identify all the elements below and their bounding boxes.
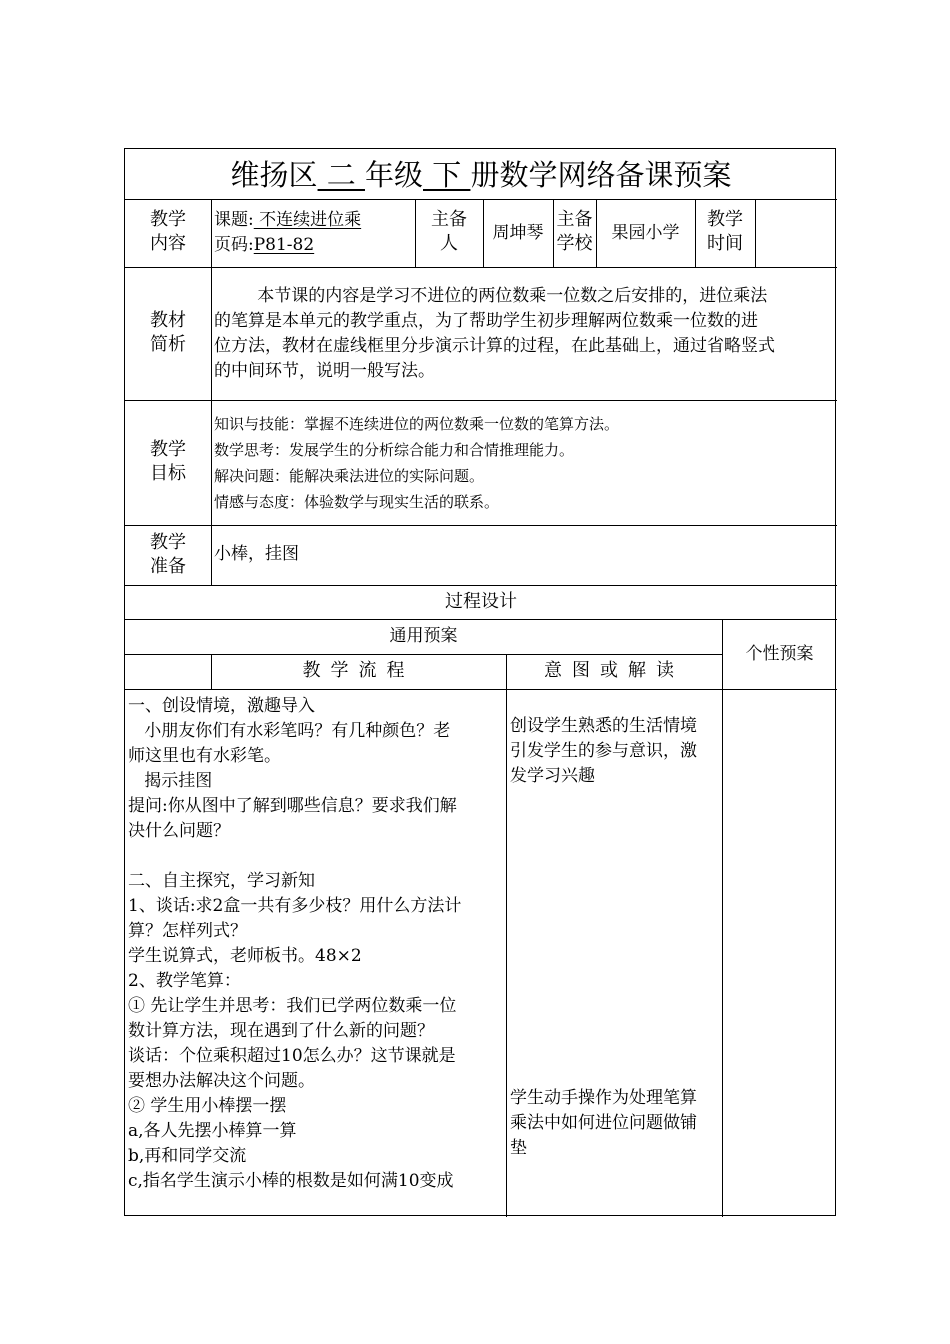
objectives-label: 教学 目标	[150, 439, 186, 484]
flow-header: 教学流程	[302, 660, 415, 681]
lesson-plan-table	[124, 148, 836, 1216]
school-label: 主备 学校	[556, 209, 593, 254]
preparation-label: 教学 准备	[150, 532, 186, 577]
flow-line: 2、教学笔算：	[128, 971, 241, 991]
objective-line: 解决问题：能解决乘法进位的实际问题。	[214, 467, 485, 485]
general-plan-heading: 通用预案	[389, 626, 458, 646]
flow-line: 要想办法解决这个问题。	[128, 1071, 315, 1091]
title-district: 维扬区	[230, 158, 318, 192]
material-line: 的中间环节，说明一般写法。	[214, 361, 435, 381]
flow-line: 小朋友你们有水彩笔吗？有几种颜色？老	[128, 721, 451, 741]
flow-line: 师这里也有水彩笔。	[128, 746, 281, 766]
material-line: 的笔算是本单元的教学重点，为了帮助学生初步理解两位数乘一位数的进	[214, 311, 758, 331]
intent-line: 乘法中如何进位问题做铺	[510, 1113, 697, 1133]
flow-line: 学生说算式，老师板书。48×2	[128, 946, 362, 966]
flow-line: 揭示挂图	[128, 771, 213, 791]
topic-value: 不连续进位乘	[253, 210, 362, 230]
personal-plan-heading: 个性预案	[745, 644, 814, 664]
objective-line: 情感与态度：体验数学与现实生活的联系。	[214, 493, 500, 511]
page-line: 页码:P81-82	[214, 235, 315, 255]
flow-line: 一、创设情境，激趣导入	[128, 696, 315, 716]
flow-line: c,指名学生演示小棒的根数是如何满10变成	[128, 1171, 454, 1191]
flow-line: 数计算方法，现在遇到了什么新的问题？	[128, 1021, 434, 1041]
intent-line: 发学习兴趣	[510, 766, 595, 786]
flow-line: 谈话：个位乘积超过10怎么办？这节课就是	[128, 1046, 456, 1066]
material-line: 位方法，教材在虚线框里分步演示计算的过程，在此基础上，通过省略竖式	[214, 336, 775, 356]
intent-line: 学生动手操作为处理笔算	[510, 1088, 697, 1108]
intent-line: 创设学生熟悉的生活情境	[510, 716, 697, 736]
topic-line: 课题: 不连续进位乘	[214, 210, 362, 230]
flow-line: 决什么问题？	[128, 821, 230, 841]
flow-line: ② 学生用小棒摆一摆	[128, 1096, 287, 1116]
flow-line: 提问:你从图中了解到哪些信息？要求我们解	[128, 796, 457, 816]
preparation-value: 小棒，挂图	[214, 544, 299, 564]
flow-line: b,再和同学交流	[128, 1146, 247, 1166]
title-grade-word: 年级	[364, 158, 423, 192]
preparer-label: 主备 人	[431, 209, 467, 254]
material-analysis-label: 教材 简析	[150, 310, 186, 355]
intent-line: 垫	[510, 1138, 527, 1158]
intent-header: 意图或解读	[544, 660, 684, 681]
material-line: 本节课的内容是学习不进位的两位数乘一位数之后安排的，进位乘法	[214, 286, 768, 306]
school-name: 果园小学	[611, 223, 680, 243]
title-suffix: 册数学网络备课预案	[470, 158, 732, 192]
page-value: P81-82	[253, 235, 315, 255]
flow-line: 1、谈话:求2盒一共有多少枝？用什么方法计	[128, 896, 462, 916]
document-title	[125, 153, 837, 197]
objective-line: 知识与技能：掌握不连续进位的两位数乘一位数的笔算方法。	[214, 415, 620, 433]
title-term: 下	[423, 158, 471, 192]
process-design-heading: 过程设计	[445, 591, 517, 612]
teaching-content-label: 教学 内容	[150, 209, 186, 254]
flow-line: a,各人先摆小棒算一算	[128, 1121, 297, 1141]
intent-line: 引发学生的参与意识，激	[510, 741, 697, 761]
title-grade: 二	[317, 158, 365, 192]
objective-line: 数学思考：发展学生的分析综合能力和合情推理能力。	[214, 441, 575, 459]
flow-line: 二、自主探究，学习新知	[128, 871, 315, 891]
flow-line: ① 先让学生并思考：我们已学两位数乘一位	[128, 996, 457, 1016]
preparer-name: 周坤琴	[492, 223, 544, 243]
teaching-time-label: 教学 时间	[707, 209, 743, 254]
flow-line: 算？怎样列式？	[128, 921, 247, 941]
